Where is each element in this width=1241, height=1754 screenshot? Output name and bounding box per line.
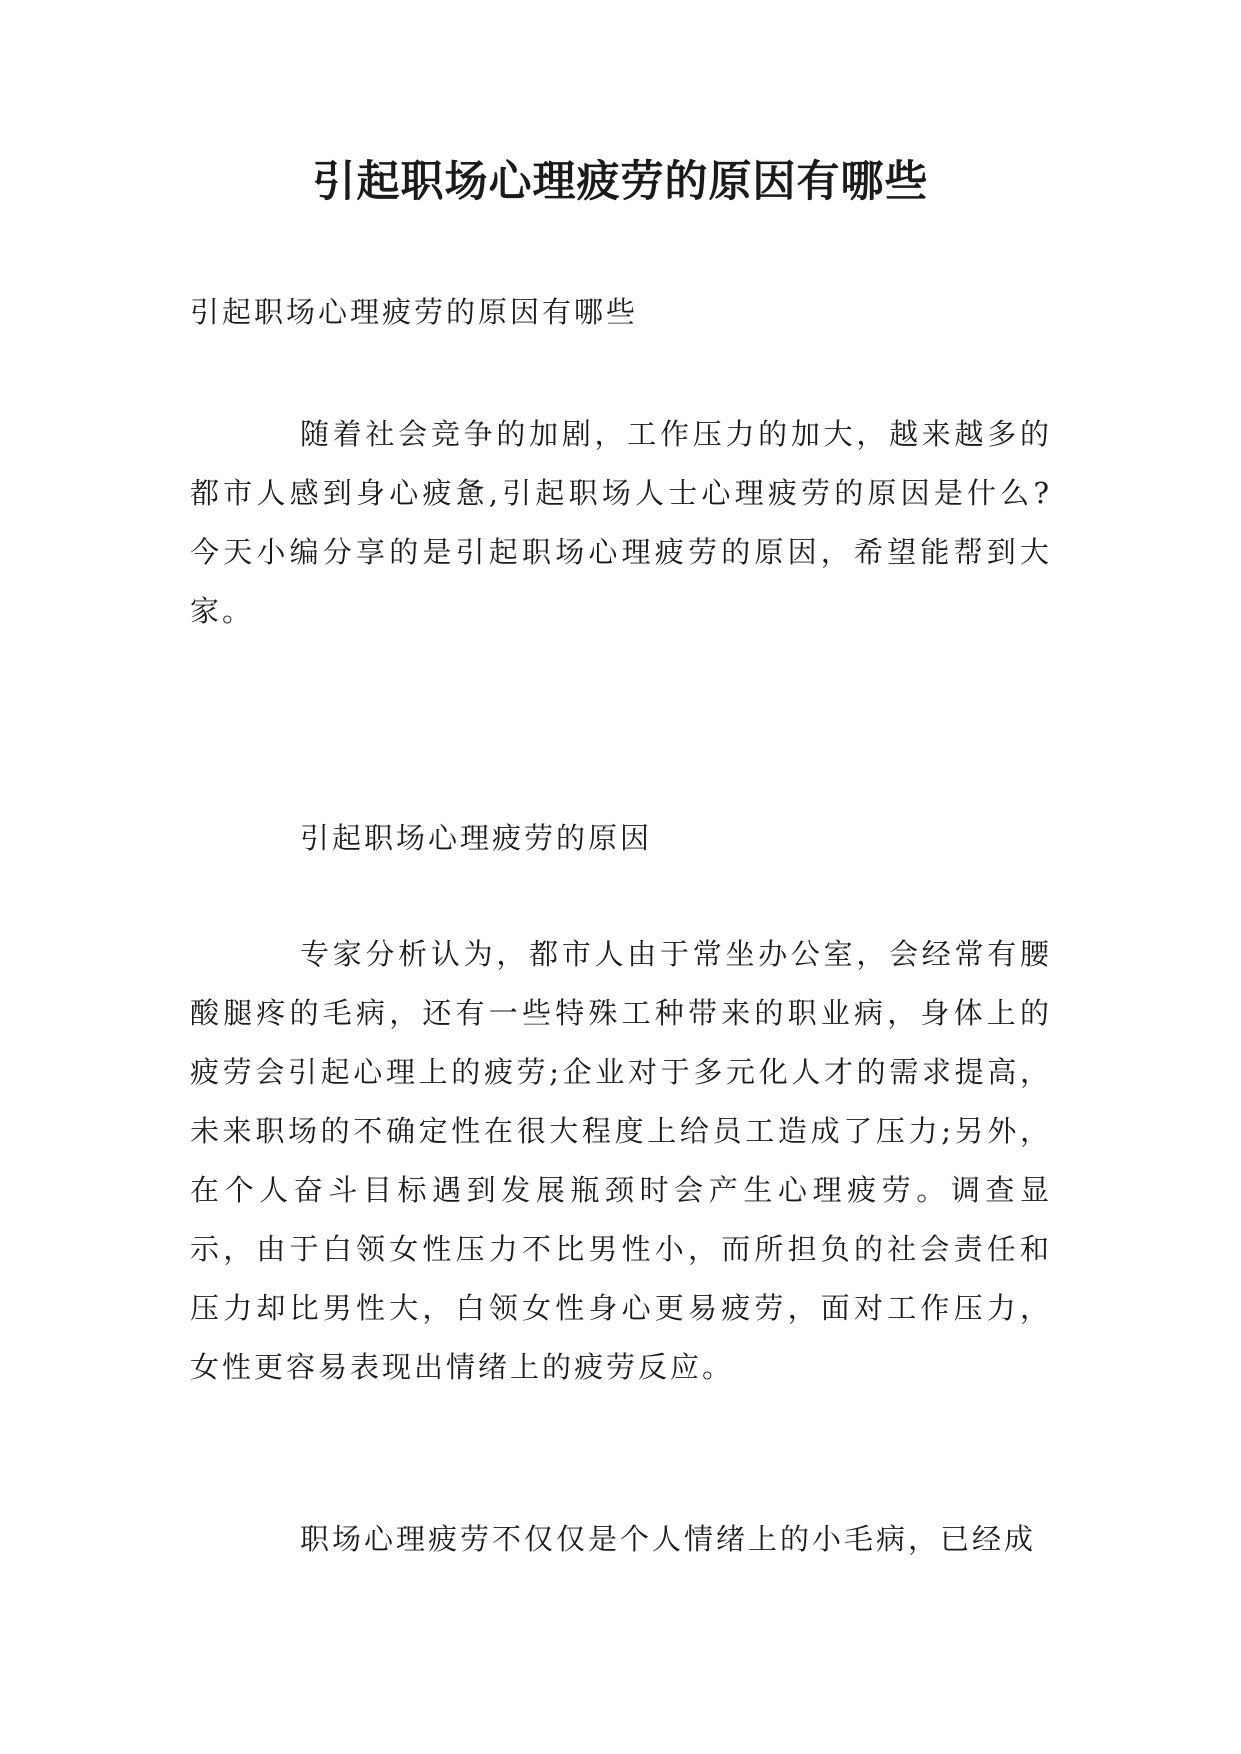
- intro-paragraph: 随着社会竞争的加剧，工作压力的加大，越来越多的都市人感到身心疲惫,引起职场人士心理疲劳的原因是什么?今天小编分享的是引起职场心理疲劳的原因，希望能帮到大家。: [190, 417, 1052, 628]
- section-heading: 引起职场心理疲劳的原因: [300, 821, 653, 855]
- analysis-paragraph: 专家分析认为，都市人由于常坐办公室，会经常有腰酸腿疼的毛病，还有一些特殊工种带来的职业病，身体上的疲劳会引起心理上的疲劳;企业对于多元化人才的需求提高，未来职场的不确定性在很大程度上给员工造成了压力;另外，在个人奋斗目标遇到发展瓶颈时会产生心理疲劳。调查显示，由于白领女性压力不比男性小，而所担负的社会责任和压力却比男性大，白领女性身心更易疲劳，面对工作压力，女性更容易表现出情绪上的疲劳反应。: [190, 937, 1052, 1384]
- continuation-paragraph: 职场心理疲劳不仅仅是个人情绪上的小毛病，已经成: [300, 1522, 1037, 1556]
- document-title: 引起职场心理疲劳的原因有哪些: [312, 157, 929, 207]
- document-subtitle: 引起职场心理疲劳的原因有哪些: [190, 295, 639, 329]
